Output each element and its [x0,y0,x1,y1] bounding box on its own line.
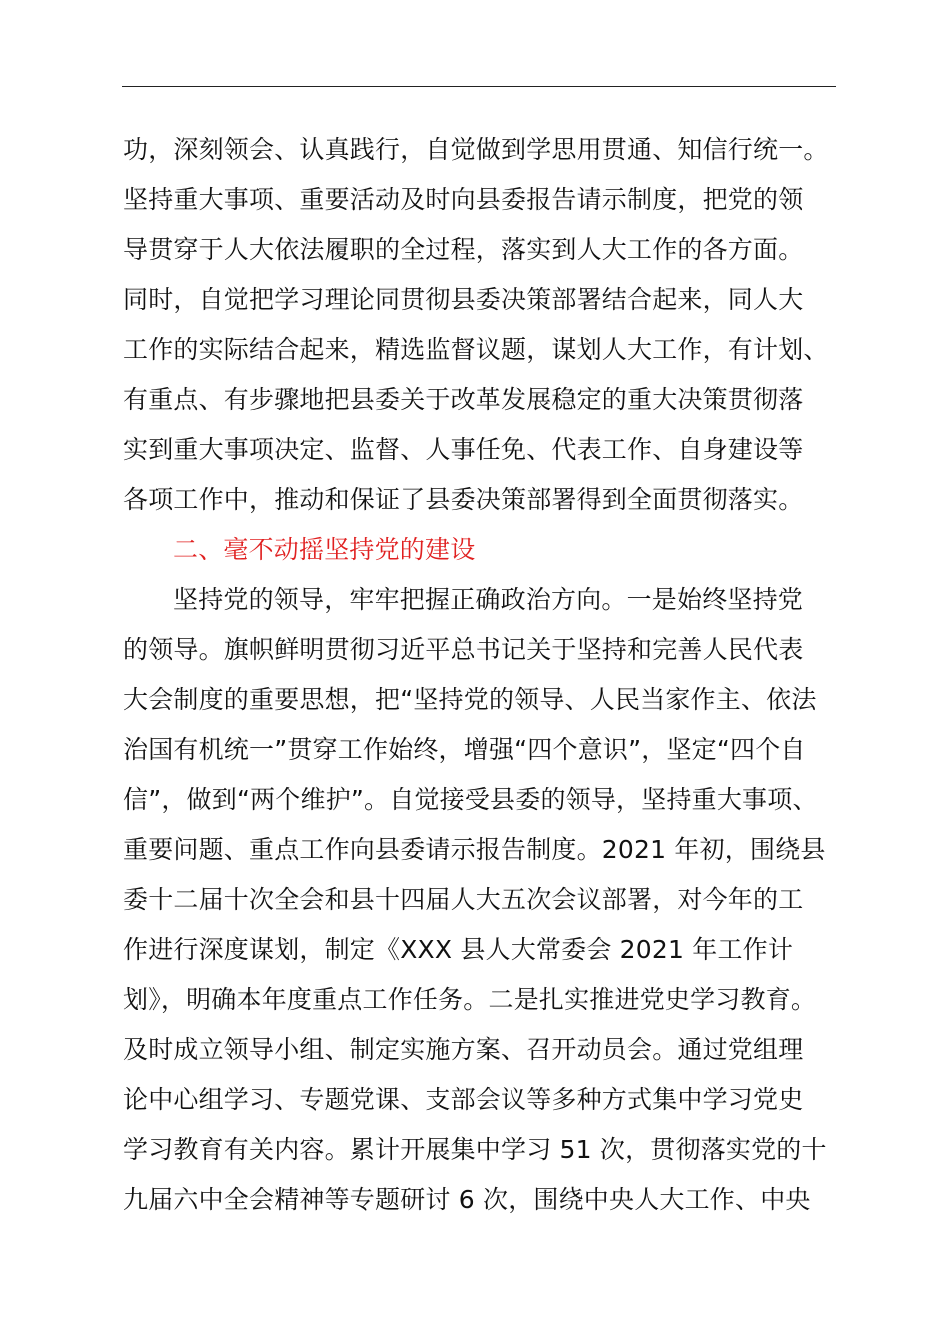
text-line: 治国有机统一”贯穿工作始终，增强“四个意识”，坚定“四个自 [123,735,806,764]
text-line: 及时成立领导小组、制定实施方案、召开动员会。通过党组理 [123,1035,804,1064]
text-line: 重要问题、重点工作向县委请示报告制度。2021 年初，围绕县 [123,835,826,864]
text-line: 信”，做到“两个维护”。自觉接受县委的领导，坚持重大事项、 [123,785,818,814]
text-line: 实到重大事项决定、监督、人事任免、代表工作、自身建设等 [123,435,804,464]
text-line: 导贯穿于人大依法履职的全过程，落实到人大工作的各方面。 [123,235,804,264]
text-line: 工作的实际结合起来，精选监督议题，谋划人大工作，有计划、 [123,335,829,364]
section-heading: 二、毫不动摇坚持党的建设 [173,535,476,564]
text-line: 各项工作中，推动和保证了县委决策部署得到全面贯彻落实。 [123,485,804,514]
header-rule [122,86,836,87]
text-line: 同时，自觉把学习理论同贯彻县委决策部署结合起来，同人大 [123,285,804,314]
paragraph-first-line: 坚持党的领导，牢牢把握正确政治方向。一是始终坚持党 [173,585,804,614]
text-line: 坚持重大事项、重要活动及时向县委报告请示制度，把党的领 [123,185,804,214]
text-line: 委十二届十次全会和县十四届人大五次会议部署，对今年的工 [123,885,804,914]
text-line: 论中心组学习、专题党课、支部会议等多种方式集中学习党史 [123,1085,804,1114]
text-line: 大会制度的重要思想，把“坚持党的领导、人民当家作主、依法 [123,685,817,714]
text-line: 的领导。旗帜鲜明贯彻习近平总书记关于坚持和完善人民代表 [123,635,804,664]
text-line: 有重点、有步骤地把县委关于改革发展稳定的重大决策贯彻落 [123,385,804,414]
text-line: 功，深刻领会、认真践行，自觉做到学思用贯通、知信行统一。 [123,135,829,164]
text-line: 九届六中全会精神等专题研讨 6 次，围绕中央人大工作、中央 [123,1185,811,1214]
text-line: 作进行深度谋划，制定《XXX 县人大常委会 2021 年工作计 [123,935,794,964]
document-body [123,125,839,1225]
text-line: 学习教育有关内容。累计开展集中学习 51 次，贯彻落实党的十 [123,1135,827,1164]
text-line: 划》，明确本年度重点工作任务。二是扎实推进党史学习教育。 [123,985,817,1014]
